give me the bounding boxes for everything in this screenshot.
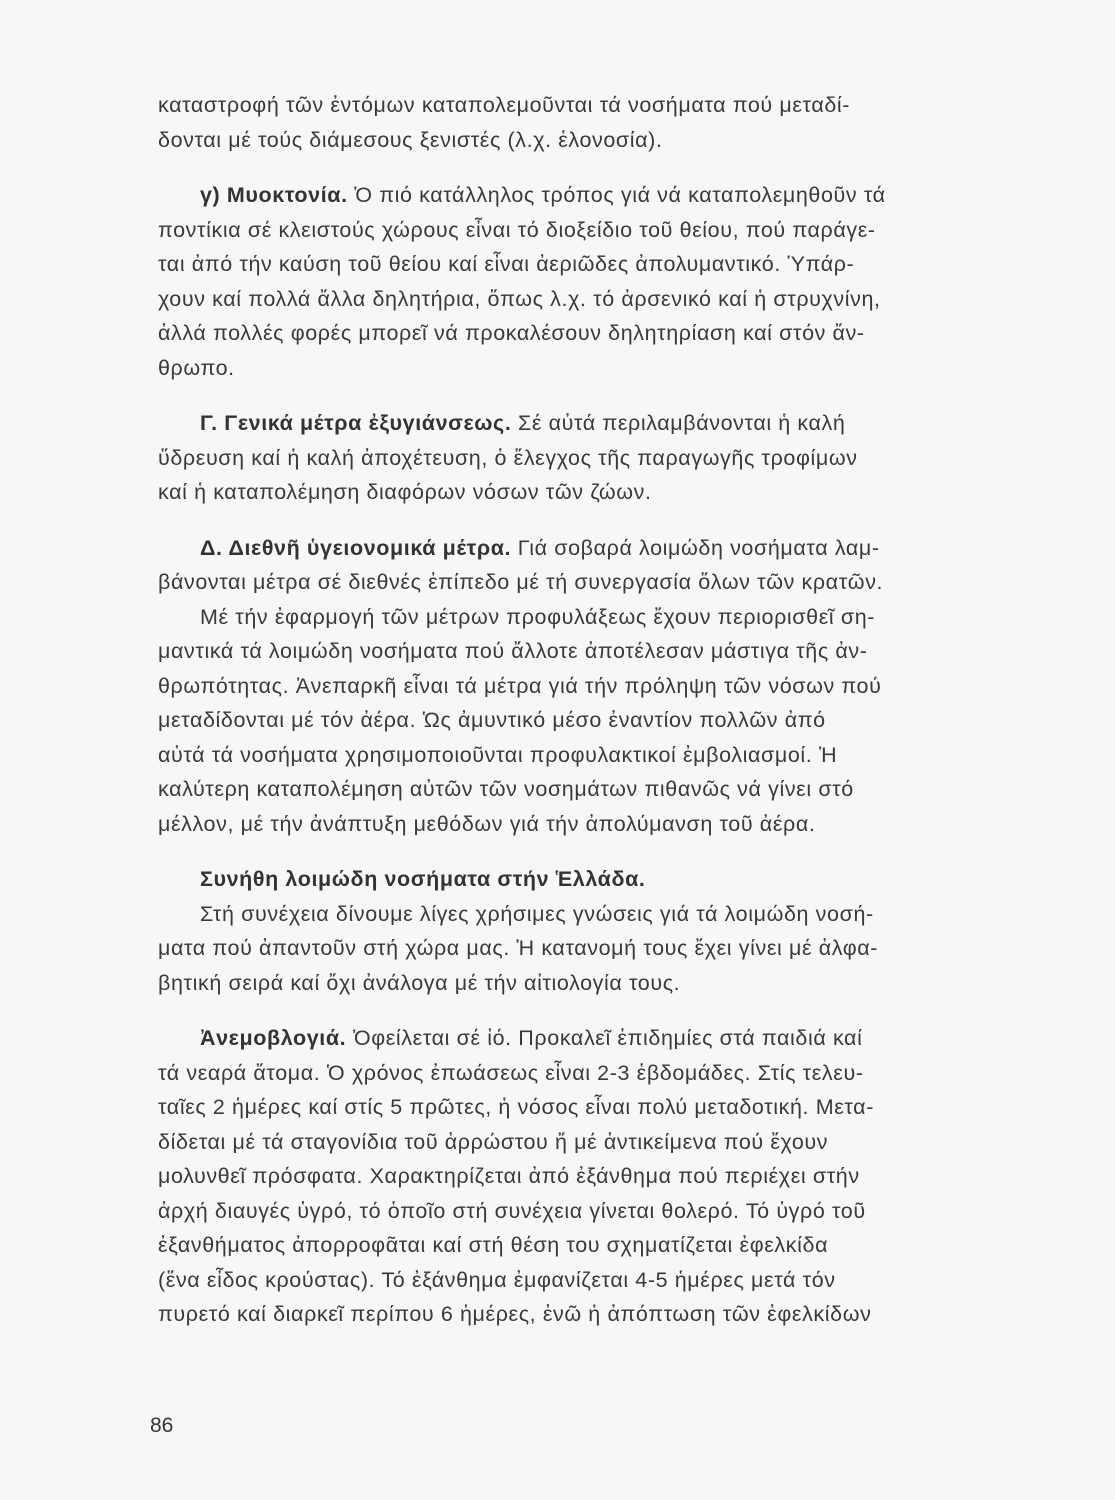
- paragraph-international-measures: [158, 531, 1020, 842]
- text-line: ἀρχή διαυγές ὑγρό, τό ὁποῖο στή συνέχεια γίνεται θολερό. Τό ὑγρό τοῦ: [158, 1198, 866, 1223]
- paragraph-common-diseases: [158, 862, 1020, 1000]
- text-line: καί ἡ καταπολέμηση διαφόρων νόσων τῶν ζώων.: [158, 480, 652, 504]
- text-line: βητική σειρά καί ὄχι ἀνάλογα μέ τήν αἰτιολογία τους.: [158, 970, 681, 995]
- section-heading: Συνήθη λοιμώδη νοσήματα στήν Ἑλλάδα.: [200, 867, 646, 891]
- text-line: Μέ τήν ἐφαρμογή τῶν μέτρων προφυλάξεως ἔχουν περιορισθεῖ ση-: [200, 604, 876, 629]
- text-line: ὕδρευση καί ἡ καλή ἀποχέτευση, ὁ ἔλεγχος τῆς παραγωγῆς τροφίμων: [158, 445, 858, 470]
- text-line: Γ. Γενικά μέτρα ἐξυγιάνσεως. Σέ αὐτά περιλαμβάνονται ἡ καλή: [200, 411, 846, 435]
- paragraph-insect-control-end: [158, 88, 1020, 157]
- text-line: ταῖες 2 ἡμέρες καί στίς 5 πρῶτες, ἡ νόσος εἶναι πολύ μεταδοτική. Μετα-: [158, 1095, 874, 1119]
- text-line: μέλλον, μέ τήν ἀνάπτυξη μεθόδων γιά τήν ἀπολύμανση τοῦ ἀέρα.: [158, 811, 816, 836]
- text-line: Δ. Διεθνῆ ὑγειονομικά μέτρα. Γιά σοβαρά λοιμώδη νοσήματα λαμ-: [200, 535, 880, 560]
- text-line: βάνονται μέτρα σέ διεθνές ἐπίπεδο μέ τή συνεργασία ὅλων τῶν κρατῶν.: [158, 570, 884, 594]
- text-line: πυρετό καί διαρκεῖ περίπου 6 ἡμέρες, ἐνῶ ἡ ἀπόπτωση τῶν ἐφελκίδων: [158, 1302, 872, 1326]
- text-line: ποντίκια σέ κλειστούς χώρους εἶναι τό διοξείδιο τοῦ θείου, πού παράγε-: [158, 217, 876, 242]
- text-line: δίδεται μέ τά σταγονίδια τοῦ ἀρρώστου ἤ μέ ἀντικείμενα πού ἔχουν: [158, 1129, 829, 1154]
- section-heading: γ) Μυοκτονία.: [200, 183, 348, 207]
- text-line: καταστροφή τῶν ἐντόμων καταπολεμοῦνται τά νοσήματα πού μεταδί-: [158, 93, 851, 117]
- text-line: Ἀνεμοβλογιά. Ὀφείλεται σέ ἰό. Προκαλεῖ ἐπιδημίες στά παιδιά καί: [200, 1026, 863, 1050]
- text-line: ἐξανθήματος ἀπορροφᾶται καί στή θέση του σχηματίζεται ἐφελκίδα: [158, 1233, 829, 1257]
- paragraph-sanitation-measures: [158, 406, 1020, 510]
- section-heading: Ἀνεμοβλογιά.: [200, 1026, 347, 1050]
- text-line: ἀλλά πολλές φορές μπορεῖ νά προκαλέσουν δηλητηρίαση καί στόν ἄν-: [158, 321, 865, 345]
- text-line: θρωπότητας. Ἀνεπαρκῆ εἶναι τά μέτρα γιά τήν πρόληψη τῶν νόσων πού: [158, 673, 882, 698]
- text-line: ματα πού ἀπαντοῦν στή χώρα μας. Ἡ κατανομή τους ἔχει γίνει μέ ἀλφα-: [158, 936, 879, 960]
- text-line: Στή συνέχεια δίνουμε λίγες χρήσιμες γνώσεις γιά τά λοιμώδη νοσή-: [200, 901, 874, 926]
- page-body: [158, 88, 1020, 1353]
- text-line: (ἕνα εἶδος κρούστας). Τό ἐξάνθημα ἐμφανίζεται 4-5 ἡμέρες μετά τόν: [158, 1267, 836, 1292]
- text-line: καλύτερη καταπολέμηση αὐτῶν τῶν νοσημάτων πιθανῶς νά γίνει στό: [158, 777, 854, 801]
- text-line: αὐτά τά νοσήματα χρησιμοποιοῦνται προφυλακτικοί ἐμβολιασμοί. Ἡ: [158, 742, 838, 767]
- text-line: μεταδίδονται μέ τόν ἀέρα. Ὡς ἀμυντικό μέσο ἐναντίον πολλῶν ἀπό: [158, 708, 826, 732]
- section-heading: Γ. Γενικά μέτρα ἐξυγιάνσεως.: [200, 411, 512, 435]
- text-line: μολυνθεῖ πρόσφατα. Χαρακτηρίζεται ἀπό ἐξάνθημα πού περιέχει στήν: [158, 1164, 860, 1188]
- section-heading: Δ. Διεθνῆ ὑγειονομικά μέτρα.: [200, 535, 512, 560]
- page-number: 86: [150, 1414, 174, 1437]
- text-line: μαντικά τά λοιμώδη νοσήματα πού ἄλλοτε ἀποτέλεσαν μάστιγα τῆς ἀν-: [158, 639, 868, 663]
- text-line: χουν καί πολλά ἄλλα δηλητήρια, ὅπως λ.χ. τό ἀρσενικό καί ἡ στρυχνίνη,: [158, 286, 881, 311]
- paragraph-rodent-control: [158, 178, 1020, 385]
- text-line: θρωπο.: [158, 355, 235, 380]
- text-line: τά νεαρά ἄτομα. Ὁ χρόνος ἐπωάσεως εἶναι 2-3 ἑβδομάδες. Στίς τελευ-: [158, 1060, 864, 1085]
- paragraph-chickenpox: [158, 1021, 1020, 1332]
- text-line: δονται μέ τούς διάμεσους ξενιστές (λ.χ. ἑλονοσία).: [158, 127, 663, 152]
- text-line: ται ἀπό τήν καύση τοῦ θείου καί εἶναι ἀεριῶδες ἀπολυμαντικό. Ὑπάρ-: [158, 252, 855, 276]
- text-line: γ) Μυοκτονία. Ὁ πιό κατάλληλος τρόπος γιά νά καταπολεμηθοῦν τά: [200, 183, 886, 207]
